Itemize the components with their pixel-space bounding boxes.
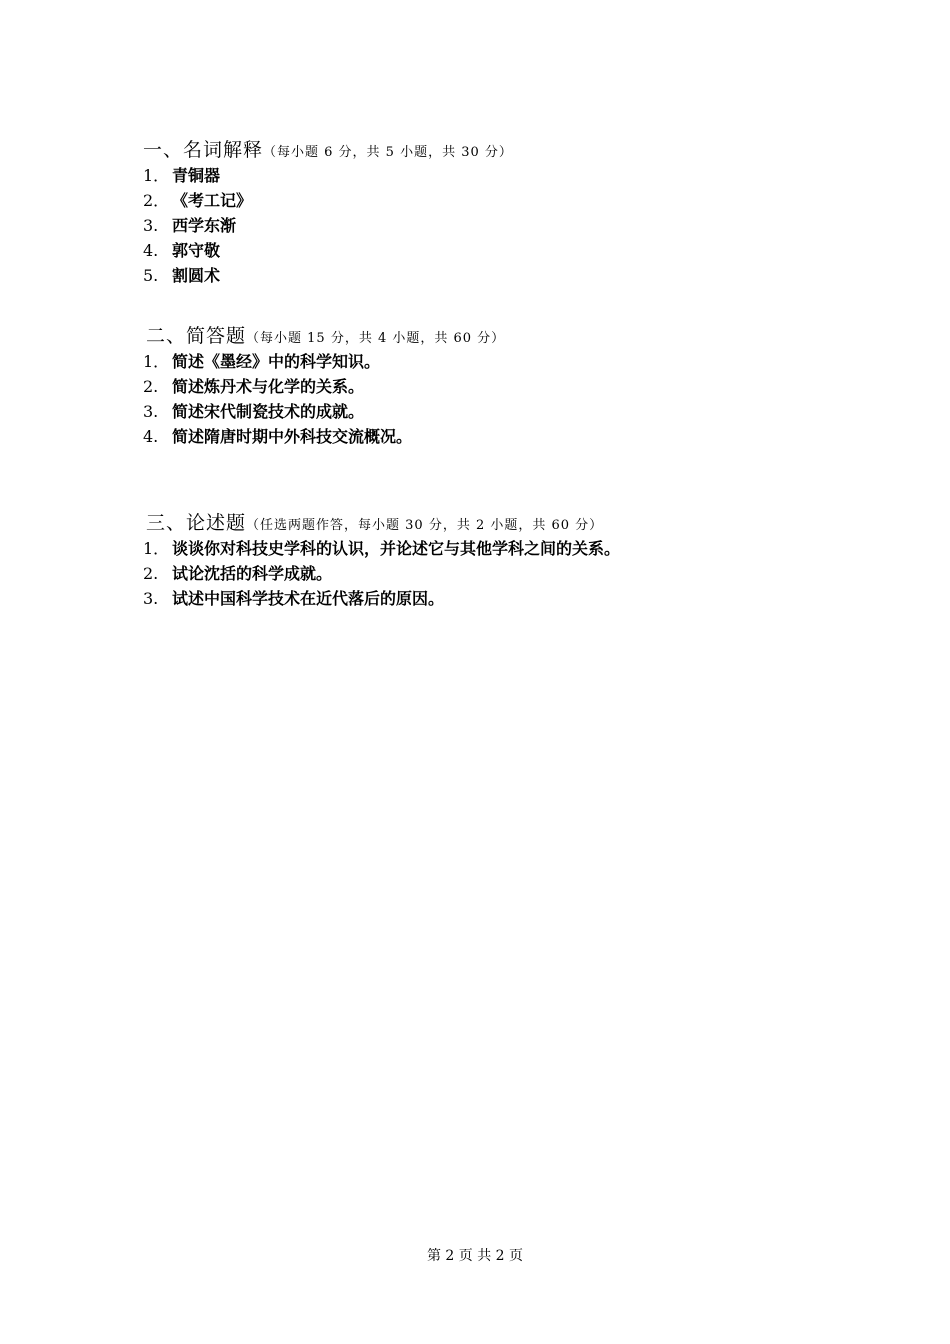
question-text: 试述中国科学技术在近代落后的原因。 — [172, 589, 445, 608]
question-text: 青铜器 — [172, 166, 221, 185]
question-item — [143, 586, 846, 611]
question-item — [143, 263, 843, 288]
section-scoring-note: （每小题 6 分，共 5 小题，共 30 分） — [263, 145, 513, 160]
question-text: 试论沈括的科学成就。 — [172, 564, 333, 583]
question-number: 3. — [143, 216, 159, 235]
question-item — [143, 374, 846, 399]
question-item — [143, 188, 843, 213]
question-item — [143, 536, 846, 561]
page-number-label: 第 2 页 共 2 页 — [426, 1248, 524, 1264]
question-item — [143, 561, 846, 586]
section-scoring-note: （任选两题作答，每小题 30 分，共 2 小题，共 60 分） — [246, 518, 604, 533]
section-heading: 二、简答题 — [146, 325, 247, 347]
question-number: 1． — [143, 539, 170, 558]
question-text: 割圆术 — [172, 266, 221, 285]
question-number: 1． — [143, 352, 170, 371]
question-number: 1． — [143, 166, 170, 185]
question-text: 《考工记》 — [172, 191, 253, 210]
question-text: 简述宋代制瓷技术的成就。 — [172, 402, 365, 421]
section-scoring-note: （每小题 15 分，共 4 小题，共 60 分） — [246, 331, 506, 346]
section-title — [143, 137, 843, 163]
section-essay — [143, 510, 846, 611]
question-number: 2． — [143, 191, 170, 210]
question-item — [143, 349, 846, 374]
question-number: 4. — [143, 427, 159, 446]
question-text: 简述隋唐时期中外科技交流概况。 — [172, 427, 413, 446]
question-number: 3. — [143, 589, 159, 608]
question-list — [143, 536, 846, 611]
question-text: 简述炼丹术与化学的关系。 — [172, 377, 365, 396]
question-item — [143, 424, 846, 449]
question-text: 西学东渐 — [172, 216, 237, 235]
question-item — [143, 399, 846, 424]
page-footer — [0, 1245, 950, 1265]
question-list — [143, 349, 846, 449]
question-item — [143, 213, 843, 238]
question-item — [143, 163, 843, 188]
section-heading: 三、论述题 — [146, 512, 247, 534]
section-terms — [143, 137, 843, 288]
question-number: 2. — [143, 377, 159, 396]
question-text: 简述《墨经》中的科学知识。 — [172, 352, 381, 371]
question-list — [143, 163, 843, 288]
section-short-answer — [143, 323, 846, 449]
section-title — [146, 323, 846, 349]
question-number: 4. — [143, 241, 159, 260]
question-text: 谈谈你对科技史学科的认识，并论述它与其他学科之间的关系。 — [172, 539, 621, 558]
question-number: 3. — [143, 402, 159, 421]
question-text: 郭守敬 — [172, 241, 221, 260]
question-item — [143, 238, 843, 263]
section-title — [146, 510, 846, 536]
section-heading: 一、名词解释 — [143, 139, 264, 161]
question-number: 2. — [143, 564, 159, 583]
question-number: 5. — [143, 266, 159, 285]
